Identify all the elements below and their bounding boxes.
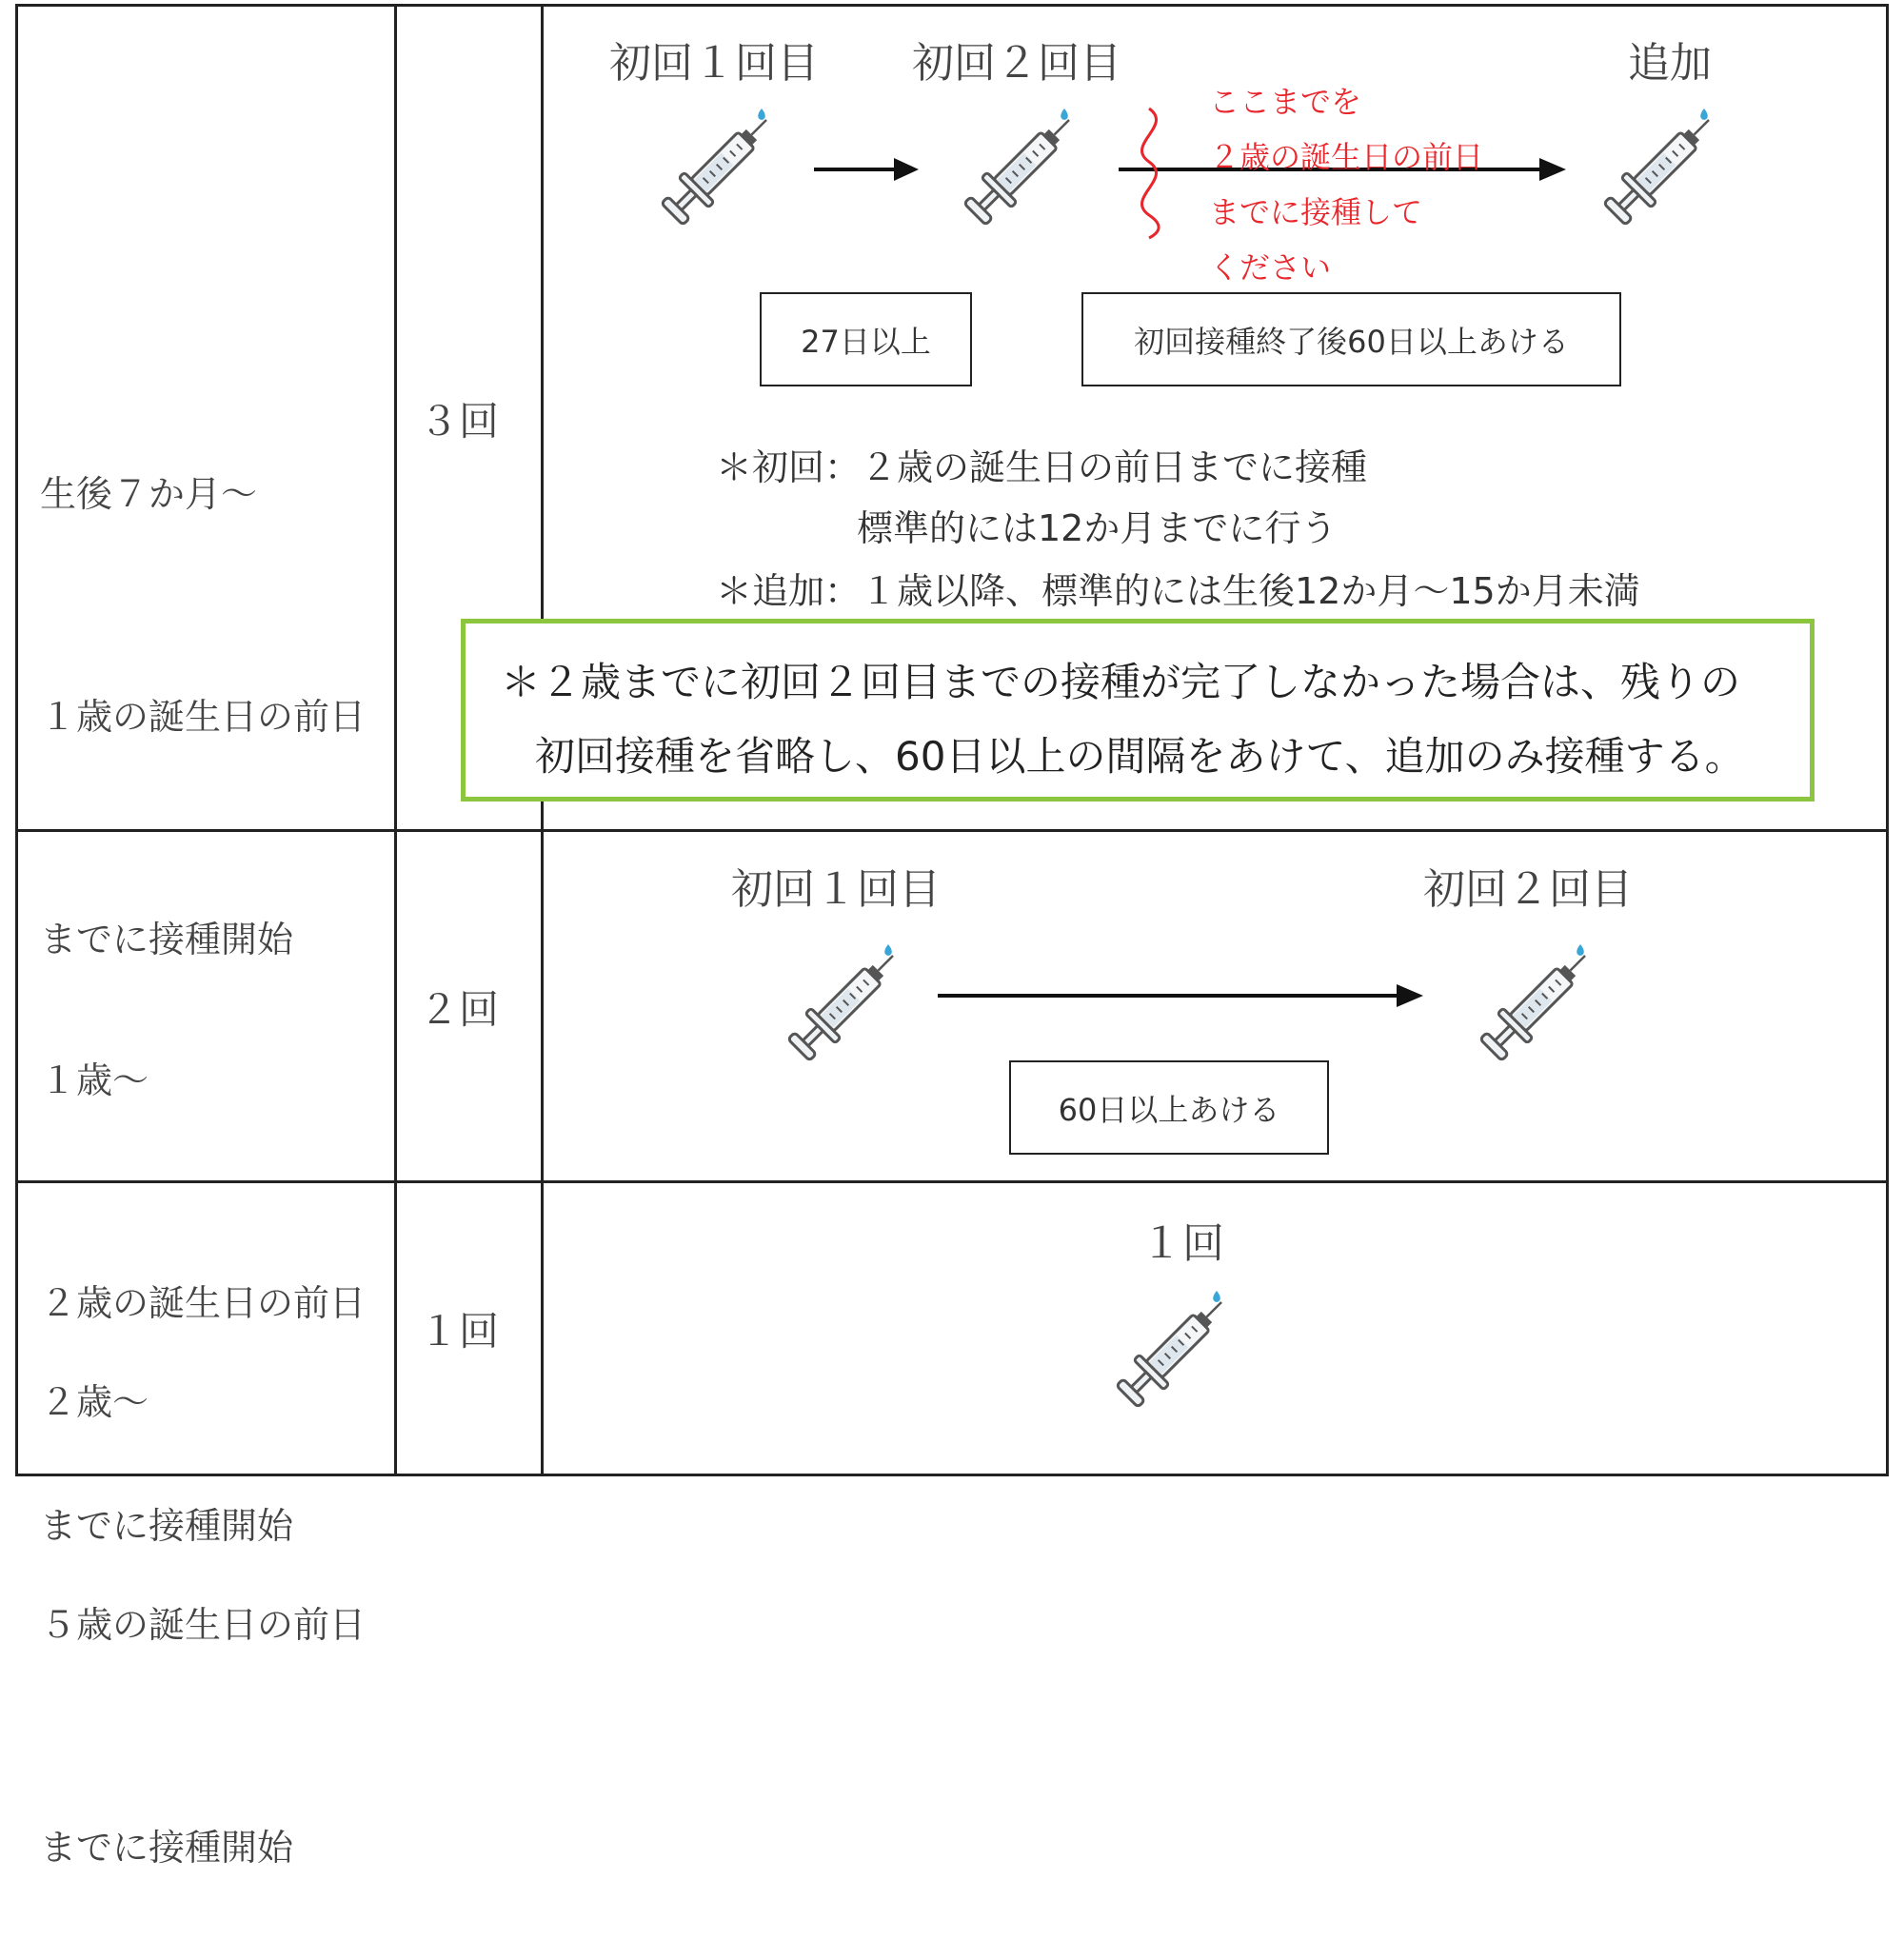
red-note-line: ください <box>1209 249 1332 286</box>
interval-box-60days: 60日以上あける <box>1009 1060 1329 1155</box>
red-note-line: ここまでを <box>1209 84 1362 120</box>
column-divider-1 <box>394 4 397 1476</box>
age-line: ５歳の誕生日の前日 <box>40 1604 367 1646</box>
note-booster: ＊追加：１歳以降、標準的には生後12か月～15か月未満 <box>716 570 1640 612</box>
highlight-notice-line-1: ＊２歳までに初回２回目までの接種が完了しなかった場合は、残りの <box>501 659 1741 705</box>
age-line: までに接種開始 <box>40 1827 294 1869</box>
row3-dose-count: １回 <box>419 1308 500 1355</box>
row1-dose-label-1: 初回１回目 <box>609 39 819 88</box>
interval-box-27days: 27日以上 <box>760 292 972 386</box>
row3-dose-label: １回 <box>1140 1219 1224 1268</box>
arrow-right-icon <box>938 979 1423 1013</box>
age-line: 生後７か月～ <box>40 473 258 515</box>
age-line: までに接種開始 <box>40 1505 294 1547</box>
row1-dose-label-2: 初回２回目 <box>912 39 1121 88</box>
syringe-icon <box>1104 1281 1238 1424</box>
row2-dose-count: ２回 <box>419 986 500 1033</box>
note-primary: ＊初回：２歳の誕生日の前日までに接種 <box>716 446 1368 488</box>
age-line: １歳～ <box>40 1059 149 1101</box>
highlight-notice-line-2: 初回接種を省略し、60日以上の間隔をあけて、追加のみ接種する。 <box>535 733 1745 780</box>
syringe-icon <box>1592 99 1725 242</box>
red-note-line: までに接種して <box>1209 194 1423 230</box>
table-border-left <box>15 4 18 1476</box>
row3-age-range <box>40 1217 366 1959</box>
row2-dose-label-1: 初回１回目 <box>731 865 941 914</box>
age-line: ２歳の誕生日の前日 <box>40 1282 367 1324</box>
age-line: までに接種開始 <box>40 919 294 960</box>
syringe-icon <box>1468 935 1601 1078</box>
row2-dose-label-2: 初回２回目 <box>1423 865 1633 914</box>
syringe-icon <box>649 99 783 242</box>
arrow-right-icon <box>814 152 919 187</box>
age-line: １歳の誕生日の前日 <box>40 696 367 738</box>
row1-dose-count: ３回 <box>419 398 500 445</box>
table-border-right <box>1886 4 1889 1476</box>
table-border-top <box>15 4 1889 7</box>
row1-dose-label-3: 追加 <box>1628 39 1712 88</box>
interval-box-60days-after-primary: 初回接種終了後60日以上あける <box>1081 292 1621 386</box>
syringe-icon <box>776 935 909 1078</box>
age-line: ２歳～ <box>40 1381 149 1423</box>
red-note-line: ２歳の誕生日の前日 <box>1209 139 1484 175</box>
note-primary-standard: 標準的には12か月までに行う <box>857 507 1338 549</box>
syringe-icon <box>952 99 1085 242</box>
red-deadline-note <box>1209 74 1483 295</box>
squiggle-break-icon <box>1128 107 1176 240</box>
